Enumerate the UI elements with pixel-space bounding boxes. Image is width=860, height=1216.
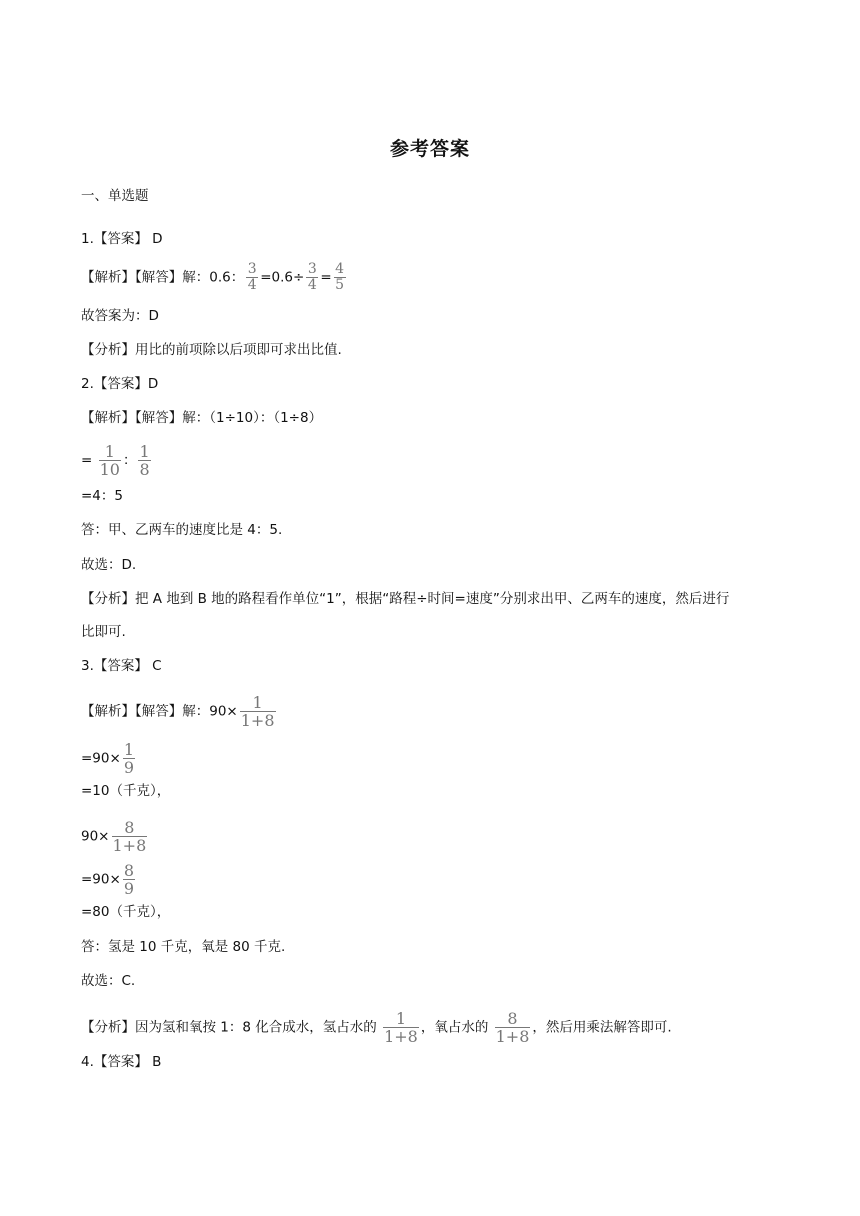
q3-note-part-b: ，氧占水的 bbox=[420, 1019, 489, 1036]
fraction: $\frac{1}{10}$ bbox=[99, 442, 120, 479]
q3-note-part-a: 【分析】因为氢和氧按 1：8 化合成水，氢占水的 bbox=[81, 1019, 377, 1036]
q2-answer: 2.【答案】D bbox=[81, 376, 159, 392]
q3-step4 bbox=[81, 819, 149, 854]
q3-note bbox=[81, 1010, 672, 1045]
q3-step2 bbox=[81, 741, 137, 776]
q1-answer: 1.【答案】 D bbox=[81, 231, 163, 247]
fraction: $\frac{1}{9}$ bbox=[123, 740, 134, 777]
q3-answer: 3.【答案】 C bbox=[81, 658, 162, 674]
q3-analysis bbox=[81, 694, 278, 729]
fraction: $\frac{1}{1+8}$ bbox=[240, 693, 275, 730]
q1-conclusion: 故答案为：D bbox=[81, 308, 159, 324]
q3-step6: =80（千克）， bbox=[81, 904, 171, 920]
q2-analysis: 【解析】【解答】解：（1÷10）：（1÷8） bbox=[81, 410, 323, 426]
fraction: $\frac{1}{8}$ bbox=[139, 442, 150, 479]
page-title: 参考答案 bbox=[389, 138, 470, 160]
fraction: $\frac{3}{4}$ bbox=[307, 261, 317, 293]
q3-step5 bbox=[81, 862, 137, 897]
q2-reply: 答：甲、乙两车的速度比是 4：5. bbox=[81, 522, 283, 538]
q1-analysis-text: 【解析】【解答】解：0.6： bbox=[81, 269, 245, 286]
q1-note: 【分析】用比的前项除以后项即可求出比值. bbox=[81, 342, 342, 358]
q1-mid-text: =0.6÷ bbox=[260, 269, 305, 286]
q3-step4-prefix: 90× bbox=[81, 828, 110, 845]
q2-colon: ： bbox=[122, 452, 137, 469]
fraction: $\frac{4}{5}$ bbox=[335, 261, 345, 293]
fraction: $\frac{8}{1+8}$ bbox=[495, 1009, 530, 1046]
q2-step2: =4：5 bbox=[81, 488, 123, 504]
q2-note-line2: 比即可. bbox=[81, 624, 126, 640]
fraction: $\frac{8}{1+8}$ bbox=[112, 818, 147, 855]
q2-choice: 故选：D. bbox=[81, 557, 137, 573]
q2-note-line1: 【分析】把 A 地到 B 地的路程看作单位“1”，根据“路程÷时间=速度”分别求出甲、乙两车的速度，然后进行 bbox=[81, 591, 730, 607]
q3-step3: =10（千克）， bbox=[81, 783, 171, 799]
q3-note-part-c: ，然后用乘法解答即可. bbox=[532, 1019, 672, 1036]
q1-eq: = bbox=[320, 269, 332, 286]
q1-analysis bbox=[81, 262, 348, 293]
q3-step2-prefix: =90× bbox=[81, 750, 121, 767]
q2-step1-prefix: = bbox=[81, 452, 97, 469]
fraction: $\frac{8}{9}$ bbox=[123, 861, 134, 898]
q4-answer: 4.【答案】 B bbox=[81, 1054, 162, 1070]
q3-step5-prefix: =90× bbox=[81, 871, 121, 888]
fraction: $\frac{1}{1+8}$ bbox=[384, 1009, 418, 1046]
q2-step1 bbox=[81, 443, 153, 478]
q3-choice: 故选：C. bbox=[81, 973, 136, 989]
q3-reply: 答：氢是 10 千克，氧是 80 千克. bbox=[81, 939, 286, 955]
section-heading: 一、单选题 bbox=[81, 188, 149, 204]
fraction: $\frac{3}{4}$ bbox=[247, 261, 257, 293]
q3-analysis-text: 【解析】【解答】解：90× bbox=[81, 703, 238, 720]
